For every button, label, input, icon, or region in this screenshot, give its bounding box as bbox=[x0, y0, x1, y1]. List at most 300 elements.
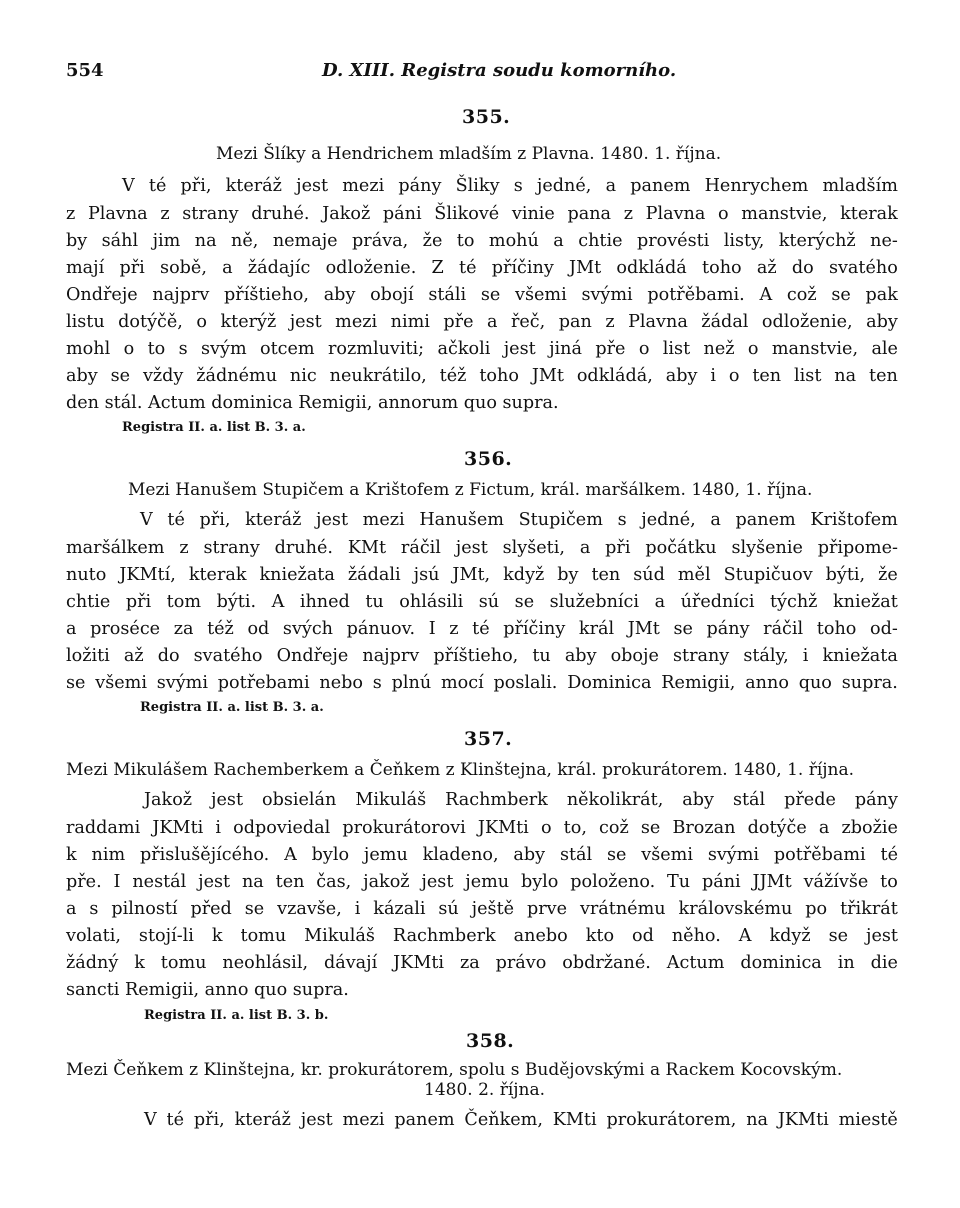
word: aby bbox=[665, 366, 698, 386]
word: jsú bbox=[413, 565, 440, 585]
word: kterak bbox=[188, 565, 247, 585]
word: páni bbox=[701, 872, 741, 892]
word: se bbox=[480, 285, 501, 305]
word: jemu bbox=[363, 845, 408, 865]
word: slyšenie bbox=[731, 538, 803, 558]
word: jest bbox=[316, 510, 349, 530]
word: svých bbox=[282, 619, 334, 639]
word: potřěbami. bbox=[647, 285, 745, 305]
word: k bbox=[66, 845, 77, 865]
word: žádnému bbox=[196, 366, 278, 386]
running-head: D. XIII. Registra soudu komorního. bbox=[322, 60, 677, 81]
text-line bbox=[66, 231, 898, 251]
word: což bbox=[786, 285, 817, 305]
word: a bbox=[66, 899, 77, 919]
entry-summary: Mezi Šlíky a Hendrichem mladším z Plavna. 1480. 1. října. bbox=[216, 144, 722, 164]
word: svými bbox=[156, 673, 208, 693]
page-number: 554 bbox=[66, 60, 104, 81]
word: ráčil bbox=[763, 619, 804, 639]
word: pány bbox=[706, 619, 750, 639]
word: Krištofem bbox=[810, 510, 898, 530]
word: se bbox=[244, 899, 265, 919]
word: jest bbox=[296, 176, 329, 196]
word: JKMti bbox=[777, 1110, 829, 1130]
word: Henrychem bbox=[704, 176, 809, 196]
word: kniežata bbox=[822, 646, 898, 666]
word: všemi bbox=[515, 285, 567, 305]
word: JKMti bbox=[152, 818, 204, 838]
word: ně, bbox=[231, 231, 259, 251]
text-line bbox=[66, 366, 898, 386]
word: jakož bbox=[363, 872, 410, 892]
word: to bbox=[456, 231, 475, 251]
word: pana bbox=[567, 204, 612, 224]
word: provésti bbox=[636, 231, 710, 251]
word: panem bbox=[735, 510, 796, 530]
word: JMt bbox=[627, 619, 660, 639]
word: Šlikové bbox=[434, 204, 500, 224]
word: připome- bbox=[817, 538, 898, 558]
word: mezi bbox=[335, 312, 378, 332]
word: kladeno, bbox=[422, 845, 499, 865]
word: zbožie bbox=[841, 818, 898, 838]
word: V bbox=[122, 176, 135, 196]
word: potřěbami bbox=[773, 845, 866, 865]
word: kteráž bbox=[234, 1110, 291, 1130]
word: býti, bbox=[825, 565, 866, 585]
word: prokurátorem, bbox=[606, 1110, 737, 1130]
source-reference: Registra II. a. list B. 3. a. bbox=[122, 420, 306, 435]
word: jedné, bbox=[641, 510, 696, 530]
word: jest bbox=[421, 872, 454, 892]
word: o bbox=[728, 366, 740, 386]
word: při, bbox=[193, 1110, 225, 1130]
word: s bbox=[178, 339, 188, 359]
word: se bbox=[831, 285, 851, 305]
word: i bbox=[710, 366, 716, 386]
word: o bbox=[747, 339, 759, 359]
word: se bbox=[514, 592, 535, 612]
word: o bbox=[196, 312, 207, 332]
word: Remigii, bbox=[661, 673, 736, 693]
word: volati, bbox=[66, 926, 121, 946]
word: pře bbox=[443, 312, 474, 332]
word: pilností bbox=[111, 899, 178, 919]
word: čas, bbox=[316, 872, 352, 892]
word: až bbox=[123, 646, 144, 666]
word: příčiny bbox=[503, 619, 566, 639]
word: dotýče bbox=[747, 818, 807, 838]
text-line bbox=[140, 510, 898, 530]
word: s bbox=[89, 899, 99, 919]
word: aby bbox=[564, 646, 597, 666]
entry-number: 357. bbox=[464, 728, 513, 750]
word: při bbox=[125, 592, 152, 612]
word: odkládá, bbox=[576, 366, 653, 386]
word: Jakož bbox=[322, 204, 371, 224]
word: JMt, bbox=[452, 565, 491, 585]
text-line: den stál. Actum dominica Remigii, annorum quo supra. bbox=[66, 393, 559, 413]
word: Plavna bbox=[87, 204, 148, 224]
word: najprv bbox=[152, 285, 210, 305]
word: položeno. bbox=[570, 872, 656, 892]
text-line bbox=[66, 312, 898, 332]
word: všemi bbox=[641, 845, 693, 865]
source-reference: Registra II. a. list B. 3. b. bbox=[144, 1008, 329, 1023]
word: otcem bbox=[260, 339, 315, 359]
entry-summary: Mezi Mikulášem Rachemberkem a Čeňkem z Klinštejna, král. prokurátorem. 1480, 1. října. bbox=[66, 760, 855, 780]
word: jest bbox=[211, 790, 244, 810]
word: několikrát, bbox=[566, 790, 664, 810]
word: s bbox=[513, 176, 523, 196]
word: mezi bbox=[342, 1110, 385, 1130]
word: KMti bbox=[552, 1110, 597, 1130]
word: Plavna bbox=[628, 312, 688, 332]
word: sáhl bbox=[101, 231, 139, 251]
word: též bbox=[439, 366, 467, 386]
word: prokurátorovi bbox=[342, 818, 466, 838]
word: z bbox=[66, 204, 76, 224]
word: odloženie. bbox=[325, 258, 417, 278]
text-line bbox=[66, 899, 898, 919]
word: ten bbox=[591, 565, 621, 585]
text-line bbox=[66, 619, 898, 639]
text-line bbox=[66, 818, 898, 838]
word: aby bbox=[66, 366, 98, 386]
word: chtie bbox=[578, 231, 623, 251]
text-line bbox=[66, 926, 898, 946]
word: po bbox=[805, 899, 828, 919]
word: tu bbox=[365, 592, 384, 612]
word: Mikuláš bbox=[304, 926, 375, 946]
text-line bbox=[66, 285, 898, 305]
word: nuto bbox=[66, 565, 107, 585]
word: všemi bbox=[95, 673, 147, 693]
text-line: sancti Remigii, anno quo supra. bbox=[66, 980, 349, 1000]
word: kto bbox=[585, 926, 615, 946]
word: jest bbox=[198, 872, 231, 892]
word: stojí-li bbox=[138, 926, 194, 946]
word: kteráž bbox=[245, 510, 302, 530]
word: při bbox=[119, 258, 145, 278]
word: súd bbox=[633, 565, 665, 585]
word: příštieho, bbox=[433, 646, 519, 666]
word: se bbox=[66, 673, 86, 693]
word: svatého bbox=[828, 258, 898, 278]
word: právo bbox=[495, 953, 547, 973]
word: nemaje bbox=[272, 231, 338, 251]
word: ložiti bbox=[66, 646, 110, 666]
word: při, bbox=[199, 510, 231, 530]
word: nim bbox=[91, 845, 126, 865]
word: dotýčě, bbox=[118, 312, 183, 332]
word: aby bbox=[323, 285, 356, 305]
word: JKMti bbox=[477, 818, 529, 838]
word: ten bbox=[275, 872, 305, 892]
word: páni bbox=[382, 204, 422, 224]
word: týchž bbox=[769, 592, 818, 612]
word: král bbox=[578, 619, 615, 639]
text-line bbox=[66, 673, 898, 693]
word: řeč, bbox=[510, 312, 546, 332]
word: a bbox=[579, 538, 591, 558]
word: o bbox=[540, 818, 552, 838]
word: i bbox=[215, 818, 222, 838]
word: najprv bbox=[362, 646, 420, 666]
word: Stupičuov bbox=[723, 565, 813, 585]
word: nic bbox=[289, 366, 317, 386]
word: do bbox=[157, 646, 180, 666]
word: když bbox=[769, 926, 811, 946]
word: mohú bbox=[488, 231, 539, 251]
word: Ondřeje bbox=[66, 285, 138, 305]
word: sobě, bbox=[160, 258, 207, 278]
word: příštieho, bbox=[224, 285, 309, 305]
word: na bbox=[746, 1110, 769, 1130]
word: KMt bbox=[347, 538, 387, 558]
word: aby bbox=[513, 845, 546, 865]
word: se bbox=[828, 926, 849, 946]
word: nimi bbox=[390, 312, 430, 332]
word: z bbox=[160, 204, 170, 224]
word: té bbox=[459, 258, 477, 278]
word: stál bbox=[559, 845, 593, 865]
word: strany bbox=[203, 538, 260, 558]
word: V bbox=[144, 1110, 157, 1130]
word: tu bbox=[532, 646, 551, 666]
word: aby bbox=[866, 312, 898, 332]
word: a bbox=[818, 818, 830, 838]
word: o bbox=[718, 204, 729, 224]
text-line bbox=[66, 565, 898, 585]
word: úředníci bbox=[680, 592, 755, 612]
word: jim bbox=[152, 231, 181, 251]
word: kteráž bbox=[225, 176, 282, 196]
word: Rachmberk bbox=[392, 926, 496, 946]
word: svými bbox=[581, 285, 633, 305]
word: slyšeti, bbox=[502, 538, 565, 558]
word: a bbox=[654, 592, 666, 612]
entry-summary-date: 1480. 2. října. bbox=[424, 1080, 546, 1100]
word: Čeňkem, bbox=[464, 1110, 543, 1130]
word: kniežat bbox=[832, 592, 898, 612]
word: při, bbox=[180, 176, 212, 196]
word: jest bbox=[865, 926, 898, 946]
word: tom bbox=[166, 592, 202, 612]
word: z bbox=[449, 619, 459, 639]
word: té bbox=[880, 845, 898, 865]
page-header bbox=[66, 60, 898, 86]
word: do bbox=[791, 258, 814, 278]
word: strany bbox=[672, 646, 730, 666]
word: jest bbox=[300, 1110, 333, 1130]
word: až bbox=[756, 258, 777, 278]
word: měl bbox=[677, 565, 711, 585]
word: pány bbox=[854, 790, 898, 810]
word: stál bbox=[732, 790, 766, 810]
word: nestál bbox=[132, 872, 187, 892]
word: při bbox=[605, 538, 631, 558]
word: té bbox=[148, 176, 167, 196]
word: což bbox=[599, 818, 629, 838]
word: příčiny bbox=[491, 258, 554, 278]
word: maršálkem bbox=[66, 538, 165, 558]
word: od bbox=[632, 926, 654, 946]
word: žádný bbox=[66, 953, 119, 973]
word: Dominica bbox=[567, 673, 652, 693]
text-line bbox=[66, 872, 898, 892]
word: A bbox=[284, 845, 297, 865]
word: a bbox=[487, 312, 498, 332]
word: ne- bbox=[870, 231, 898, 251]
word: té bbox=[167, 510, 185, 530]
word: se bbox=[640, 818, 661, 838]
word: sú bbox=[438, 899, 459, 919]
word: ještě bbox=[471, 899, 515, 919]
word: JKMtí, bbox=[119, 565, 176, 585]
word: jiná bbox=[549, 339, 582, 359]
word: V bbox=[140, 510, 153, 530]
word: té bbox=[472, 619, 490, 639]
word: i bbox=[354, 899, 361, 919]
word: strany bbox=[182, 204, 239, 224]
word: quo bbox=[798, 673, 832, 693]
word: by bbox=[66, 231, 88, 251]
word: tomu bbox=[160, 953, 207, 973]
text-line bbox=[66, 845, 898, 865]
word: jedné, bbox=[536, 176, 592, 196]
word: jest bbox=[289, 312, 322, 332]
word: z bbox=[179, 538, 189, 558]
word: s bbox=[617, 510, 627, 530]
word: plnú bbox=[391, 673, 432, 693]
word: třikrát bbox=[840, 899, 898, 919]
word: k bbox=[211, 926, 223, 946]
word: vrátnému bbox=[579, 899, 666, 919]
entry-number: 355. bbox=[462, 106, 511, 128]
word: listu bbox=[66, 312, 105, 332]
word: z bbox=[605, 312, 615, 332]
word: odloženie, bbox=[761, 312, 853, 332]
word: královskému bbox=[678, 899, 793, 919]
word: Mikuláš bbox=[355, 790, 427, 810]
text-line bbox=[66, 953, 898, 973]
word: Hanušem bbox=[419, 510, 504, 530]
word: a bbox=[605, 176, 617, 196]
word: dávají bbox=[323, 953, 378, 973]
word: svým bbox=[201, 339, 247, 359]
word: když bbox=[503, 565, 545, 585]
word: dominica bbox=[740, 953, 822, 973]
word: svými bbox=[707, 845, 760, 865]
word: I bbox=[113, 872, 121, 892]
word: Brozan bbox=[672, 818, 736, 838]
word: přede bbox=[784, 790, 836, 810]
word: sú bbox=[478, 592, 500, 612]
word: od bbox=[247, 619, 270, 639]
text-line bbox=[122, 176, 898, 196]
word: manstvie, bbox=[771, 339, 859, 359]
word: mohl bbox=[66, 339, 111, 359]
word: mocí bbox=[440, 673, 484, 693]
word: i bbox=[802, 646, 809, 666]
word: vážívše bbox=[803, 872, 869, 892]
text-line bbox=[66, 258, 898, 278]
word: toho bbox=[479, 366, 519, 386]
word: a bbox=[553, 231, 564, 251]
word: též bbox=[207, 619, 234, 639]
word: I bbox=[428, 619, 436, 639]
word: kterak bbox=[840, 204, 898, 224]
word: něho. bbox=[671, 926, 721, 946]
word: list bbox=[794, 366, 822, 386]
word: mají bbox=[66, 258, 105, 278]
word: svatého bbox=[193, 646, 263, 666]
word: die bbox=[870, 953, 898, 973]
word: Tu bbox=[667, 872, 691, 892]
word: toho bbox=[816, 619, 857, 639]
word: rozmluviti; bbox=[328, 339, 425, 359]
word: oboje bbox=[610, 646, 659, 666]
word: odkládá bbox=[616, 258, 687, 278]
word: se bbox=[110, 366, 131, 386]
word: tomu bbox=[240, 926, 287, 946]
word: Jakož bbox=[144, 790, 193, 810]
word: za bbox=[173, 619, 194, 639]
word: jest bbox=[503, 339, 536, 359]
word: Ondřeje bbox=[276, 646, 349, 666]
text-line bbox=[144, 1110, 898, 1130]
word: pan bbox=[558, 312, 592, 332]
word: neohlásil, bbox=[222, 953, 309, 973]
text-line bbox=[66, 538, 898, 558]
word: JJMt bbox=[752, 872, 792, 892]
entry-number: 358. bbox=[466, 1030, 515, 1052]
word: supra. bbox=[841, 673, 898, 693]
word: A bbox=[271, 592, 285, 612]
word: proséce bbox=[90, 619, 161, 639]
word: na bbox=[241, 872, 264, 892]
word: služebníci bbox=[549, 592, 640, 612]
word: chtie bbox=[66, 592, 111, 612]
word: obsielán bbox=[261, 790, 337, 810]
text-line bbox=[144, 790, 898, 810]
text-line bbox=[66, 592, 898, 612]
word: pány bbox=[398, 176, 442, 196]
word: listy, bbox=[723, 231, 765, 251]
word: druhé. bbox=[251, 204, 310, 224]
word: té bbox=[166, 1110, 185, 1130]
word: A bbox=[759, 285, 773, 305]
word: před bbox=[190, 899, 232, 919]
word: Z bbox=[431, 258, 444, 278]
word: ten bbox=[869, 366, 898, 386]
word: aby bbox=[682, 790, 714, 810]
word: pak bbox=[865, 285, 898, 305]
word: odpoviedal bbox=[233, 818, 331, 838]
word: poslali. bbox=[493, 673, 558, 693]
word: o bbox=[123, 339, 135, 359]
word: ačkoli bbox=[437, 339, 491, 359]
word: k bbox=[134, 953, 145, 973]
word: pře bbox=[595, 339, 626, 359]
word: mezi bbox=[362, 510, 405, 530]
word: nebo bbox=[319, 673, 363, 693]
word: Actum bbox=[666, 953, 725, 973]
word: pánuov. bbox=[346, 619, 416, 639]
word: z bbox=[623, 204, 633, 224]
word: Rachmberk bbox=[445, 790, 548, 810]
